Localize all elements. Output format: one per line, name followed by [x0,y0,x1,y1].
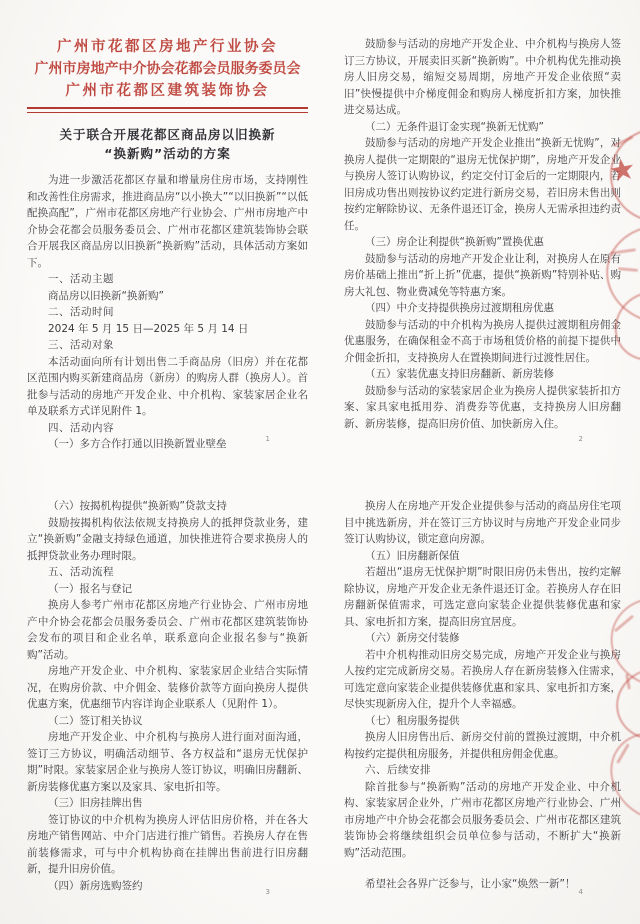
document-title-line-2: “换新购”活动的方案 [104,146,231,161]
paragraph: 除首批参与“换新购”活动的房地产开发企业、中介机构、家装家居企业外，广州市花都区房地产行业协会、广州市房地产中介协会花都会员服务委员会、广州市花都区建筑装饰协会将继续组织会员单位参与活动，不断扩大“换新购”活动范围。 [344,780,621,859]
section-heading: 一、活动主题 [48,273,114,285]
paragraph: 鼓励参与活动的中介机构为换房人提供过渡期租房佣金优惠服务，在确保租金不高于市场租赁价格的前提下提供中介佣金折扣，支持换房人在置换期间进行过渡性居住。 [344,318,621,364]
document-title [27,125,308,163]
paragraph: 换房人旧房售出后、新房交付前的置换过渡期，中介机构按约定提供租房服务，并提供租房佣金优惠。 [344,731,621,760]
document-title-line-1: 关于联合开展花都区商品房以旧换新 [59,127,276,142]
subsection-heading: （一）多方合作打通以旧换新置业壁垒 [48,438,227,450]
paragraph: 换房人参考广州市花都区房地产行业协会、广州市房地产中介协会花都会员服务委员会、广州市花都区建筑装饰协会发布的项目和企业名单，联系意向企业报名参与“换新购”活动。 [27,599,308,661]
org-name-line-2: 广州市房地产中介协会花都会员服务委员会 [34,61,301,77]
subsection-heading: （一）报名与登记 [48,582,132,595]
paragraph: 商品房以旧换新“换新购” [48,289,164,302]
paragraph: 鼓励参与活动的房地产开发企业、中介机构与换房人签订三方协议，开展卖旧买新“换新购”。中介机构优先推动换房人旧房交易，缩短交易周期，房地产开发企业依照“卖旧”快慢提供中介梯度佣金和购房人梯度折扣方案，加快推进交易达成。 [344,38,621,116]
subsection-heading: （五）旧房翻新保值 [365,549,460,562]
page-number: 1 [265,435,270,443]
paragraph: 为进一步激活花都区存量和增量房住房市场，支持刚性和改善性住房需求，推进商品房“以小换大”“以旧换新”“以低配换高配”，广州市花都区房地产行业协会、广州市房地产中介协会花都会员服务委员会、广州市花都区建筑装饰协会联合开展我区商品房以旧换新“换新购”活动，具体活动方案如下。 [27,174,308,269]
document-header [27,36,308,163]
page-body [27,498,308,894]
paragraph: 鼓励参与活动的房地产开发企业推出“换新无忧购”，对换房人提供一定期限的“退房无忧保护期”，房地产开发企业与换房人签订认购协议，约定交付订金后的一定期限内，若旧房成功售出则按协议约定进行新房交易，若旧房未售出则按约定解除协议、无条件退还订金，换房人无需承担违约责任。 [344,137,621,232]
subsection-heading: （六）新房交付装修 [365,632,460,644]
paragraph: 本活动面向所有计划出售二手商品房（旧房）并在花都区范围内购买新建商品房（新房）的购房人群（换房人）。首批参与活动的房地产开发企业、中介机构、家装家居企业名单及联系方式详见附件 1。 [27,355,308,417]
paragraph: 鼓励参与活动的家装家居企业为换房人提供家装折扣方案、家具家电抵用券、消费券等优惠，支持换房人旧房翻新、新房装修，提高旧房价值、加快新房入住。 [344,384,621,430]
paragraph: 换房人在房地产开发企业提供参与活动的商品房住宅项目中挑选新房，并在签订三方协议时与房地产开发企业同步签订认购协议，锁定意向房源。 [344,500,621,545]
page-4 [344,498,621,900]
paragraph: 若中介机构推动旧房交易完成，房地产开发企业与换房人按约定完成新房交易。若换房人存在新房装修入住需求，可选定意向家装企业提供装修优惠和家具、家电折扣方案，尽快实现新房入住，提升个人幸福感。 [344,648,621,710]
paragraph: 若超出“退房无忧保护期”时限旧房仍未售出，按约定解除协议，房地产开发企业无条件退还订金。若换房人存在旧房翻新保值需求，可选定意向家装企业提供装修优惠和家具、家电折扣方案，提高旧房宜居度。 [344,566,621,628]
page-3 [27,498,308,900]
page-1 [27,36,308,461]
page-2 [344,36,621,461]
header-divider [27,107,308,113]
section-heading: 六、后续安排 [365,764,431,776]
page-number: 4 [578,888,583,896]
page-number: 2 [578,435,583,443]
closing-line: 希望社会各界广泛参与，让小家“焕然一新”！ [365,878,576,890]
paragraph: 房地产开发企业、中介机构与换房人进行面对面沟通，签订三方协议，明确活动细节、各方权益和“退房无忧保护期”时限。家装家居企业与换房人签订协议，明确旧房翻新、新房装修优惠方案以及家具、家电折扣等。 [27,731,308,793]
page-body [344,36,621,432]
section-heading: 二、活动时间 [48,306,114,318]
subsection-heading: （二）签订相关协议 [48,714,143,727]
subsection-heading: （三）房企让利提供“换新购”置换优惠 [365,236,544,248]
seal-star-icon: ★ [606,150,639,191]
subsection-heading: （六）按揭机构提供“换新购”贷款支持 [48,500,227,512]
paragraph: 鼓励按揭机构依法依规支持换房人的抵押贷款业务，建立“换新购”金融支持绿色通道，加快推进符合要求换房人的抵押贷款业务办理时限。 [27,516,308,562]
section-heading: 三、活动对象 [48,339,114,351]
page-body [27,172,308,453]
subsection-heading: （七）租房服务提供 [365,714,460,727]
paragraph: 2024 年 5 月 15 日—2025 年 5 月 14 日 [48,322,249,335]
page-body [344,498,621,893]
org-name-line-1: 广州市花都区房地产行业协会 [57,39,278,55]
section-heading: 四、活动内容 [48,421,114,434]
subsection-heading: （五）家装优惠支持旧房翻新、新房装修 [365,368,554,380]
paragraph: 房地产开发企业、中介机构、家装家居企业结合实际情况，在购房价款、中介佣金、装修价款等方面向换房人提供优惠方案，优惠细节内容详询企业联系人（见附件 1）。 [27,665,308,710]
subsection-heading: （四）中介支持提供换房过渡期租房优惠 [365,302,554,314]
page-number: 3 [265,888,270,896]
subsection-heading: （二）无条件退订金实现“换新无忧购” [365,120,544,133]
subsection-heading: （三）旧房挂牌出售 [48,797,143,809]
org-name-line-3: 广州市花都区建筑装饰协会 [65,83,270,99]
paragraph: 鼓励参与活动的房地产开发企业让利，对换房人在原有房价基础上推出“折上折”优惠，提供“换新购”特别补贴、购房大礼包、物业费减免等特惠方案。 [344,252,621,298]
section-heading: 五、活动流程 [48,566,114,578]
subsection-heading: （四）新房选购签约 [48,879,143,892]
paragraph: 签订协议的中介机构为换房人评估旧房价格，并在各大房地产销售网站、中介门店进行推广销售。若换房人存在售前装修需求，可与中介机构协商在挂牌出售前进行旧房翻新，提升旧房价值。 [27,813,308,875]
